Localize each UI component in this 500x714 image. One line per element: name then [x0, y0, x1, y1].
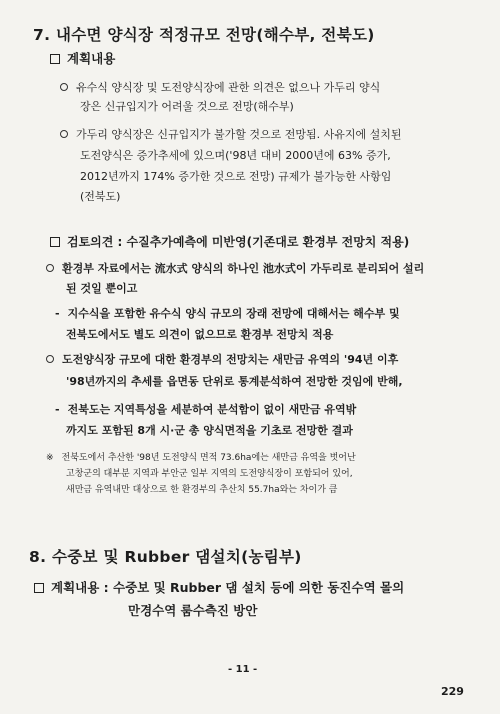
circle-bullet-icon — [46, 264, 54, 272]
review-heading-text: 검토의견 : 수질추가예측에 미반영(기존대로 환경부 전망치 적용) — [67, 235, 410, 249]
plan-heading-label: 계획내용 — [67, 51, 116, 66]
note-line-3: 새만금 유역내만 대상으로 한 환경부의 추산치 55.7ha와는 차이가 큼 — [66, 485, 338, 495]
review-item-4-text: 전북도는 지역특성을 세분하여 분석함이 없이 새만금 유역밖 — [67, 403, 357, 416]
plan-item-2-line-3: 2012년까지 174% 증가한 것으로 전망) 규제가 불가능한 사항임 — [80, 170, 392, 183]
section-8-plan-text: 계획내용 : 수중보 및 Rubber 댐 설치 등에 의한 동진수역 몰의 — [51, 580, 405, 595]
dash-bullet: - — [55, 403, 60, 416]
plan-item-1-text: 유수식 양식장 및 도전양식장에 관한 의견은 없으나 가두리 양식 — [76, 81, 381, 94]
note-mark: ※ — [46, 453, 54, 463]
page-number: 229 — [441, 685, 464, 698]
dash-bullet: - — [55, 307, 60, 320]
review-heading — [50, 233, 409, 250]
square-bullet-icon — [50, 54, 60, 64]
footer-center-page-mark: - 11 - — [228, 664, 258, 675]
review-item-2-line-2: 전북도에서도 별도 의견이 없으므로 환경부 전망치 적용 — [66, 328, 334, 341]
circle-bullet-icon — [60, 130, 68, 138]
review-item-3-line-2: '98년까지의 추세를 읍면동 단위로 통계분석하여 전망한 것임에 반해, — [66, 375, 403, 388]
review-item-2-line-1 — [55, 306, 400, 322]
circle-bullet-icon — [46, 355, 54, 363]
review-item-1-line-2: 된 것일 뿐이고 — [66, 282, 138, 295]
review-item-2-text: 지수식을 포함한 유수식 양식 규모의 장래 전망에 대해서는 해수부 및 — [67, 307, 400, 320]
review-item-3-text: 도전양식장 규모에 대한 환경부의 전망치는 새만금 유역의 '94년 이후 — [62, 353, 399, 366]
review-item-4-line-2: 까지도 포함된 8개 시·군 총 양식면적을 기초로 전망한 결과 — [66, 424, 353, 437]
square-bullet-icon — [50, 237, 60, 247]
section-8-plan-line-1 — [34, 578, 404, 596]
section-7-title: 7. 내수면 양식장 적정규모 전망(해수부, 전북도) — [33, 26, 375, 44]
section-8-plan-line-2: 만경수역 룸수측진 방안 — [128, 603, 258, 618]
note-line-1 — [46, 452, 356, 465]
review-item-1-text: 환경부 자료에서는 流水式 양식의 하나인 池水式이 가두리로 분리되어 설리 — [62, 262, 425, 275]
plan-item-2-line-4: (전북도) — [80, 190, 121, 203]
square-bullet-icon — [34, 583, 44, 593]
review-item-4-line-1 — [55, 402, 356, 418]
plan-item-2-line-1 — [60, 127, 402, 143]
plan-heading — [50, 49, 115, 67]
note-text-1: 전북도에서 추산한 '98년 도전양식 면적 73.6ha에는 새만금 유역을 벗어난 — [61, 453, 356, 463]
note-line-2: 고창군의 대부분 지역과 부안군 일부 지역의 도전양식장이 포함되어 있어, — [66, 469, 353, 479]
review-item-1-line-1 — [46, 261, 424, 277]
review-item-3-line-1 — [46, 352, 398, 368]
plan-item-2-line-2: 도전양식은 증가추세에 있으며('98년 대비 2000년에 63% 증가, — [80, 149, 391, 162]
section-8-title: 8. 수중보 및 Rubber 댐설치(농림부) — [29, 548, 302, 566]
plan-item-2-text: 가두리 양식장은 신규입지가 불가할 것으로 전망됨. 사유지에 설치된 — [76, 128, 402, 141]
plan-item-1-line-2: 장은 신규입지가 어려울 것으로 전망(해수부) — [80, 100, 294, 113]
plan-item-1-line-1 — [60, 80, 380, 96]
circle-bullet-icon — [60, 83, 68, 91]
